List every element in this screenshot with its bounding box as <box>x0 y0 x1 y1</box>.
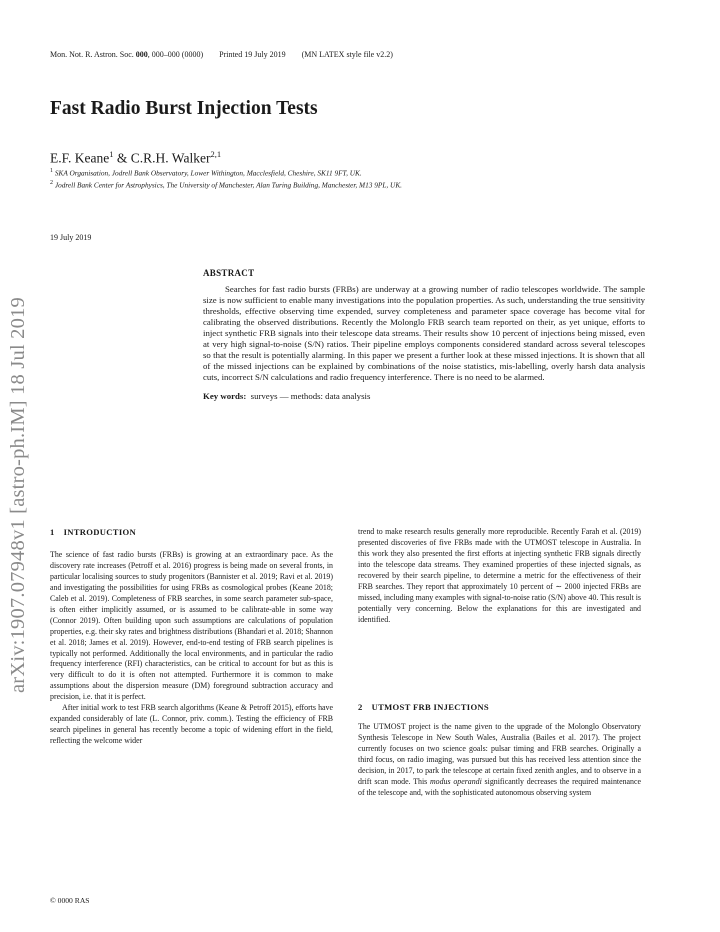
affiliation-2: $^2$ Jodrell Bank Center for Astrophysics, The University of Manchester, Alan Turing Building, Manchester, M13 9PL, UK. <box>50 180 403 190</box>
arxiv-identifier-stamp: arXiv:1907.07948v1 [astro-ph.IM] 18 Jul 2019 <box>7 297 29 693</box>
keywords: Key words: surveys — methods: data analysis <box>203 391 371 401</box>
left-column <box>50 527 333 747</box>
author-keane: E.F. Keane <box>50 150 110 166</box>
style-file-note: (MN LATEX style file v2.2) <box>301 50 393 59</box>
abstract-text: Searches for fast radio bursts (FRBs) are underway at a growing number of radio telescopes worldwide. The sample size is now sufficient to enable many investigations into the population properties. As such, understanding the true sensitivity thresholds, effective observing time expended, survey completeness and parameter space coverage has become vital for calibrating the observed distributions. Recently the Molonglo FRB search team reported on their, as yet unique, efforts to inject synthetic FRB signals into their telescope data streams. Their results show 10 percent of injections being missed, even at very high signal-to-noise (S/N) ratios. Their pipeline employs components considered standard across several telescopes so that the result is potentially alarming. In this paper we present a further look at these missed injections. It is shown that all of the missed injections can be explained by combinations of the noise statistics, mis-labelling, overly harsh data analysis cuts, incorrect S/N calculations and radio frequency interference. There is no need to be alarmed. <box>203 284 645 382</box>
section-heading-utmost: 2 UTMOST FRB INJECTIONS <box>358 702 490 712</box>
running-head <box>50 50 407 59</box>
author-walker: C.R.H. Walker <box>130 150 211 166</box>
intro-paragraph-1: The science of fast radio bursts (FRBs) is growing at an extraordinary pace. As the discovery rate increases (Petroff et al. 2016) progress is being made on several fronts, in particular localising sources to study progenitors (Bannister et al. 2019; Ravi et al. 2019) and investigating the possibilities for using FRBs as cosmological probes (Keane 2018; Caleb et al. 2019). Completeness of FRB searches, in some search parameter sub-space, is often either implicitly assumed, or is assumed to be calibrate-able in some way (Connor 2019). Often building upon such assumptions are calculations of population properties, e.g. their sky rates and brightness distributions (Bhandari et al. 2018; Shannon et al. 2018; James et al. 2019). However, end-to-end testing of FRB search pipelines is typically not performed. Additionally the local environments, and in particular the radio frequency interference (RFI) characteristics, can be critical to account for but as this is very difficult to do it is often not attempted. Furthermore it is common to make assumptions about the dispersion measure (DM) foreground subtraction accuracy and precision, i.e. that it is perfect. <box>50 549 333 702</box>
printed-date: Printed 19 July 2019 <box>219 50 286 59</box>
paper-title: Fast Radio Burst Injection Tests <box>50 98 318 119</box>
submission-date: 19 July 2019 <box>50 233 92 242</box>
utmost-paragraph-1: The UTMOST project is the name given to the upgrade of the Molonglo Observatory Synthesis Telescope in New South Wales, Australia (Bailes et al. 2017). The project currently focuses on two science goals: pulsar timing and FRB searches. Originally a third focus, on radio imaging, was pursued but this has received less attention since the decision, in 2017, to park the telescope at certain fixed zenith angles, and to observe in a drift scan mode. This modus operandi significantly decreases the required maintenance of the telescope and, with the sophisticated autonomous observing system <box>358 721 641 797</box>
abstract-block <box>203 268 645 401</box>
section-heading-introduction: 1 INTRODUCTION <box>50 527 136 537</box>
copyright-footer: © 0000 RAS <box>50 896 90 905</box>
intro-paragraph-3: trend to make research results generally more reproducible. Recently Farah et al. (2019) presented discoveries of five FRBs made with the UTMOST telescope in Australia. In this work they also presented the first efforts at injecting synthetic FRB signals directly into the telescope data streams. They examined properties of these injected signals, as recovered by their search pipeline, to determine a metric for the effectiveness of their FRB searches. They report that approximately 10 percent of ∼ 2000 injected FRBs are missed, including many examples with signal-to-noise ratio (S/N) above 40. This result is potentially very concerning. Below the explanations for this are investigated and identified. <box>358 527 641 624</box>
section-2-block <box>358 702 641 799</box>
journal-citation: Mon. Not. R. Astron. Soc. 000, 000–000 (0000) <box>50 50 204 59</box>
affiliation-1: $^1$ SKA Organisation, Jodrell Bank Observatory, Lower Withington, Macclesfield, Cheshire, SK11 9FT, UK. <box>50 168 362 178</box>
right-column <box>358 527 641 626</box>
intro-paragraph-2: After initial work to test FRB search algorithms (Keane & Petroff 2015), efforts have expanded considerably of late (L. Connor, priv. comm.). Testing the efficiency of FRB search pipelines in general has recently become a topic of widening effort in the field, reflecting the welcome wider <box>50 703 333 746</box>
author-list: E.F. Keane$^1$ & C.R.H. Walker$^{2,1}$ <box>50 149 222 166</box>
abstract-heading: ABSTRACT <box>203 268 255 278</box>
